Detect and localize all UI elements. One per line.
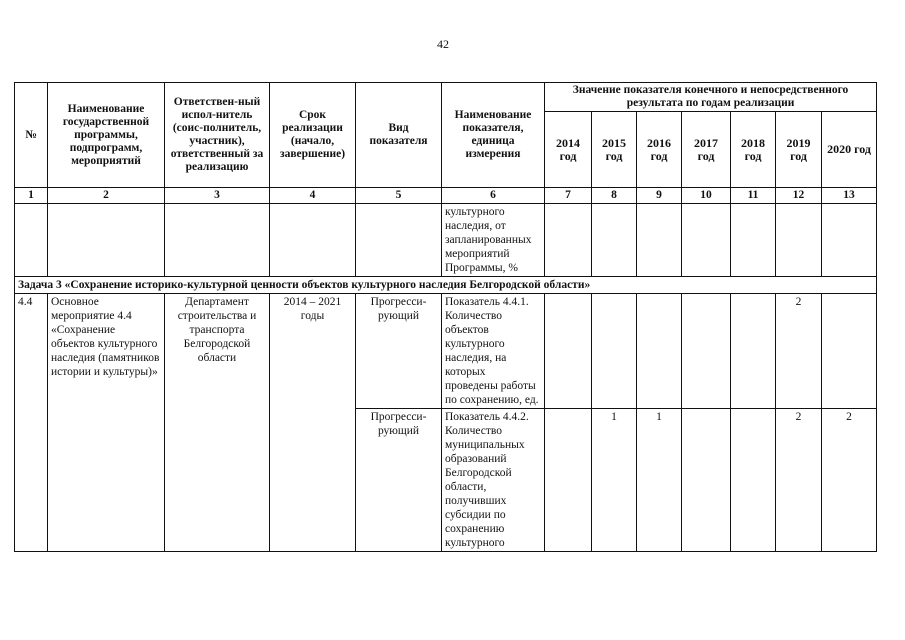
header-type: Вид показателя	[356, 83, 442, 188]
indicator-value	[545, 294, 592, 409]
header-no: №	[15, 83, 48, 188]
header-responsible: Ответствен-ный испол-нитель (соис-полнитель, участник), ответственный за реализацию	[165, 83, 270, 188]
header-year: 2019 год	[776, 112, 822, 188]
program-table	[14, 82, 877, 552]
column-number: 3	[165, 188, 270, 204]
task-row	[15, 277, 877, 294]
indicator-value	[637, 294, 682, 409]
column-number: 13	[822, 188, 877, 204]
activity-row	[15, 294, 877, 409]
column-numbers-row	[15, 188, 877, 204]
indicator-value	[731, 294, 776, 409]
column-number: 11	[731, 188, 776, 204]
header-year: 2016 год	[637, 112, 682, 188]
column-number: 6	[442, 188, 545, 204]
indicator-value: 1	[637, 409, 682, 552]
header-name: Наименование государственной программы, подпрограмм, мероприятий	[48, 83, 165, 188]
column-number: 4	[270, 188, 356, 204]
activity-name: Основное мероприятие 4.4 «Сохранение объектов культурного наследия (памятников истории и культуры)»	[48, 294, 165, 552]
header-year: 2014 год	[545, 112, 592, 188]
indicator-value	[545, 409, 592, 552]
column-number: 9	[637, 188, 682, 204]
column-number: 10	[682, 188, 731, 204]
header-year: 2018 год	[731, 112, 776, 188]
indicator-value	[682, 409, 731, 552]
indicator-value	[682, 294, 731, 409]
header-row-1	[15, 83, 877, 112]
indicator-type: Прогресси-рующий	[356, 409, 442, 552]
header-indicator: Наименование показателя, единица измерения	[442, 83, 545, 188]
activity-responsible: Департамент строительства и транспорта Белгородской области	[165, 294, 270, 552]
indicator-value	[822, 294, 877, 409]
activity-term: 2014 – 2021 годы	[270, 294, 356, 552]
page-number: 42	[437, 37, 449, 51]
header-values-group: Значение показателя конечного и непосредственного результата по годам реализации	[545, 83, 877, 112]
indicator-value: 1	[592, 409, 637, 552]
continuation-indicator: культурного наследия, от запланированных мероприятий Программы, %	[442, 204, 545, 277]
activity-number: 4.4	[15, 294, 48, 552]
indicator-value	[731, 409, 776, 552]
column-number: 5	[356, 188, 442, 204]
header-year: 2015 год	[592, 112, 637, 188]
indicator-value: 2	[776, 409, 822, 552]
task-title: Задача 3 «Сохранение историко-культурной ценности объектов культурного наследия Белгородской области»	[15, 277, 877, 294]
indicator-value: 2	[822, 409, 877, 552]
indicator-name: Показатель 4.4.2. Количество муниципальных образований Белгородской области, получивших субсидии по сохранению культурного	[442, 409, 545, 552]
indicator-type: Прогресси-рующий	[356, 294, 442, 409]
indicator-value	[592, 294, 637, 409]
column-number: 12	[776, 188, 822, 204]
indicator-value: 2	[776, 294, 822, 409]
header-term: Срок реализации (начало, завершение)	[270, 83, 356, 188]
indicator-name: Показатель 4.4.1. Количество объектов культурного наследия, на которых проведены работы по сохранению, ед.	[442, 294, 545, 409]
header-year: 2017 год	[682, 112, 731, 188]
column-number: 1	[15, 188, 48, 204]
column-number: 2	[48, 188, 165, 204]
column-number: 8	[592, 188, 637, 204]
column-number: 7	[545, 188, 592, 204]
header-year: 2020 год	[822, 112, 877, 188]
continuation-row	[15, 204, 877, 277]
